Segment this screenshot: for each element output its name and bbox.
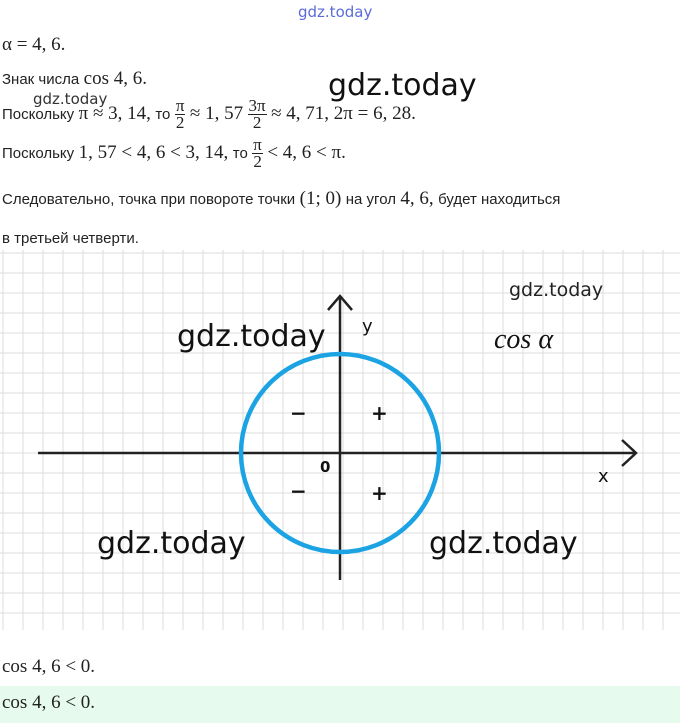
watermark-big-top: gdz.today [328,68,477,103]
conclusion-angle: 4, 6, [400,188,434,209]
conclusion-point: (1; 0) [299,188,342,209]
watermark-small: gdz.today [33,90,108,108]
y-axis [328,296,352,580]
unit-circle-diagram [0,250,680,630]
watermark-diagram-top-left: gdz.today [177,319,326,354]
since1-prefix: Поскольку [2,105,75,123]
result-line: cos 4, 6 < 0. [2,656,96,677]
quadrant-4-sign: + [371,481,388,505]
frac3-denominator: 2 [253,151,262,171]
x-axis-label: x [598,466,609,487]
since1-mid: ≈ 1, 57 [189,103,244,124]
since2-ineq: 1, 57 < 4, 6 < 3, 14, [78,142,229,163]
since1-pi-approx: π ≈ 3, 14, [78,103,151,124]
quadrant-3-sign: − [290,479,307,503]
frac3-numerator: π [253,134,262,154]
frac1-denominator: 2 [175,112,185,132]
watermark-diagram-top-right: gdz.today [509,279,604,301]
sign-expr: cos 4, 6. [83,68,147,89]
watermark-diagram-bottom-right: gdz.today [429,526,578,561]
conclusion-part2: на угол [345,191,396,208]
site-label[interactable]: gdz.today [298,3,373,21]
y-axis-label: y [362,316,373,337]
since1-to: то [155,105,171,123]
watermark-diagram-bottom-left: gdz.today [97,526,246,561]
conclusion-line-2: в третьей четверти. [2,230,139,247]
quadrant-1-sign: + [371,401,388,425]
frac2-numerator: 3π [248,95,266,115]
fraction-3pi-over-2 [248,95,267,132]
alpha-value: α = 4, 6. [2,34,66,55]
frac1-numerator: π [175,95,185,115]
conclusion-part3: будет находиться [438,191,561,208]
frac2-denominator: 2 [252,112,262,132]
fraction-pi-over-2-b [252,134,263,171]
sign-prefix: Знак числа [2,71,80,88]
x-axis [38,440,636,466]
conclusion-part1: Следовательно, точка при повороте точки [2,191,296,208]
since2-tail: < 4, 6 < π. [267,142,346,163]
conclusion-line-1 [2,188,560,210]
answer-box [0,686,680,723]
answer-line: cos 4, 6 < 0. [2,692,96,713]
quadrant-2-sign: − [290,401,307,425]
origin-label: 0 [320,458,331,476]
since2-to: то [232,144,248,162]
fraction-pi-over-2 [175,95,186,132]
since-line-2 [2,132,346,174]
sign-line [2,68,147,90]
since1-tail: ≈ 4, 71, 2π = 6, 28. [271,103,416,124]
function-label: cos α [494,324,554,355]
since2-prefix: Поскольку [2,144,75,162]
